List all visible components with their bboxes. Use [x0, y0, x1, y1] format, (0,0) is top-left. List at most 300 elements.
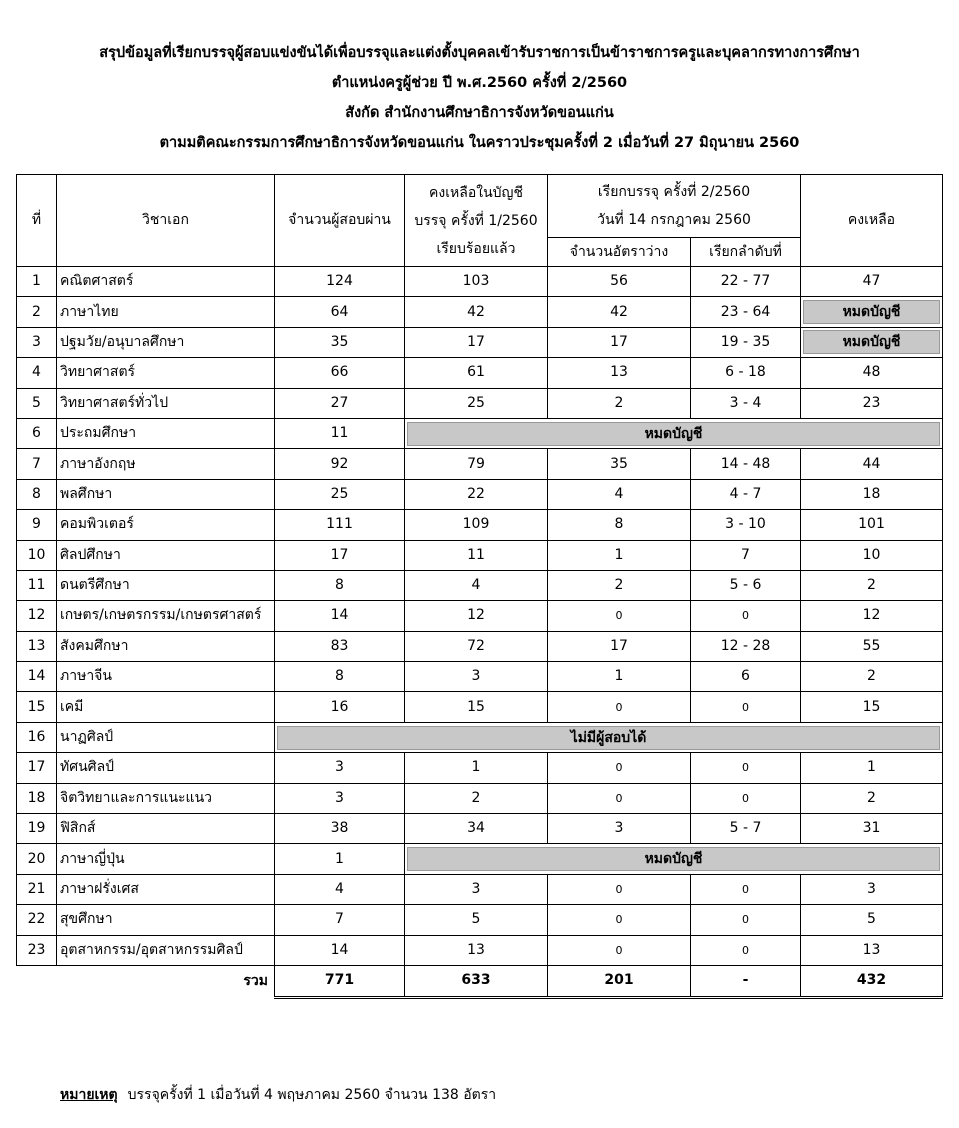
cell-vacancies: [548, 814, 691, 844]
cell-value: 7: [335, 911, 344, 928]
cell-passed: [275, 753, 405, 783]
cell-value: 1: [32, 273, 41, 290]
header-call-line-2: วันที่ 14 กรกฎาคม 2560: [597, 212, 751, 228]
cell-value: 103: [462, 273, 490, 290]
cell-value: 25: [467, 394, 485, 411]
cell-order: [691, 358, 801, 388]
cell-value: 12: [862, 607, 881, 624]
cell-remaining: [405, 601, 548, 631]
cell-left: [801, 267, 943, 297]
cell-value: 8: [614, 516, 624, 533]
cell-value: ภาษาฝรั่งเศส: [60, 881, 139, 897]
header-passed: จำนวนผู้สอบผ่าน: [275, 175, 405, 267]
cell-merged-status: [405, 844, 943, 874]
table-row: [17, 722, 943, 752]
table-row: [17, 388, 943, 418]
cell-value: 11: [27, 577, 46, 594]
cell-left: [801, 297, 943, 327]
cell-passed: [275, 692, 405, 722]
cell-left: [801, 358, 943, 388]
table-row: [17, 540, 943, 570]
cell-value: 9: [32, 516, 41, 533]
cell-value: 0: [615, 761, 623, 775]
cell-subject: [57, 601, 275, 631]
cell-left: [801, 570, 943, 600]
cell-left: [801, 874, 943, 904]
table-row: [17, 935, 943, 965]
cell-value: 3: [335, 759, 344, 776]
cell-vacancies: [548, 510, 691, 540]
cell-value: 3: [32, 333, 41, 350]
cell-value: ประถมศึกษา: [60, 425, 137, 442]
cell-value: วิทยาศาสตร์ทั่วไป: [60, 394, 169, 411]
cell-subject: [57, 814, 275, 844]
table-row: [17, 510, 943, 540]
cell-value: 35: [610, 455, 628, 472]
cell-value: คอมพิวเตอร์: [60, 516, 134, 533]
cell-passed: [275, 297, 405, 327]
header-call-line-1: เรียกบรรจุ ครั้งที่ 2/2560: [597, 184, 751, 200]
cell-subject: [57, 783, 275, 813]
cell-value: 47: [862, 273, 881, 290]
cell-order: [691, 570, 801, 600]
header-subject: วิชาเอก: [57, 175, 275, 267]
cell-no: [17, 722, 57, 752]
cell-value: พลศึกษา: [60, 485, 113, 502]
cell-remaining: [405, 783, 548, 813]
cell-value: 79: [467, 455, 485, 472]
cell-value: 2: [867, 668, 876, 685]
cell-passed: [275, 905, 405, 935]
cell-vacancies: [548, 783, 691, 813]
cell-value: 64: [330, 303, 349, 320]
cell-subject: [57, 540, 275, 570]
table-row: [17, 297, 943, 327]
cell-value: ภาษาอังกฤษ: [60, 455, 136, 472]
header-remaining-in-list: [405, 175, 548, 267]
document-title: [0, 38, 959, 158]
cell-value: เคมี: [60, 698, 84, 715]
total-passed: 771: [275, 965, 405, 997]
cell-value: 92: [330, 455, 349, 472]
cell-no: [17, 662, 57, 692]
cell-value: สุขศึกษา: [60, 911, 113, 928]
cell-value: 4: [32, 364, 41, 381]
cell-value: 22: [27, 911, 46, 928]
cell-value: 17: [27, 759, 46, 776]
cell-value: 4: [614, 485, 624, 502]
cell-value: 4: [471, 577, 481, 594]
cell-value: 8: [32, 485, 41, 502]
title-line-3: สังกัด สำนักงานศึกษาธิการจังหวัดขอนแก่น: [345, 105, 614, 121]
cell-left: [801, 662, 943, 692]
cell-passed: [275, 540, 405, 570]
cell-remaining: [405, 297, 548, 327]
cell-remaining: [405, 814, 548, 844]
cell-remaining: [405, 631, 548, 661]
cell-value: ปฐมวัย/อนุบาลศึกษา: [60, 333, 185, 350]
table-row: [17, 570, 943, 600]
status-badge: ไม่มีผู้สอบได้: [277, 726, 940, 750]
cell-passed: [275, 570, 405, 600]
cell-vacancies: [548, 449, 691, 479]
cell-order: [691, 662, 801, 692]
cell-order: [691, 631, 801, 661]
cell-subject: [57, 844, 275, 874]
cell-value: 12: [27, 607, 46, 624]
cell-subject: [57, 631, 275, 661]
cell-value: วิทยาศาสตร์: [60, 364, 136, 381]
cell-value: 10: [27, 546, 46, 563]
cell-subject: [57, 722, 275, 752]
cell-value: 38: [330, 820, 349, 837]
cell-value: 17: [330, 546, 349, 563]
cell-left: [801, 601, 943, 631]
cell-no: [17, 874, 57, 904]
cell-order: [691, 297, 801, 327]
header-remaining-line-1: คงเหลือในบัญชี: [429, 184, 523, 201]
cell-value: 66: [330, 364, 349, 381]
cell-value: สังคมศึกษา: [60, 637, 129, 654]
cell-no: [17, 844, 57, 874]
cell-vacancies: [548, 905, 691, 935]
cell-value: 11: [330, 425, 349, 442]
cell-value: ภาษาญี่ปุ่น: [60, 850, 125, 867]
cell-vacancies: [548, 662, 691, 692]
cell-value: 72: [467, 637, 485, 654]
cell-no: [17, 358, 57, 388]
cell-no: [17, 783, 57, 813]
cell-remaining: [405, 327, 548, 357]
cell-vacancies: [548, 935, 691, 965]
cell-vacancies: [548, 267, 691, 297]
cell-remaining: [405, 935, 548, 965]
cell-vacancies: [548, 874, 691, 904]
cell-value: 14: [27, 668, 46, 685]
cell-value: 19: [27, 820, 46, 837]
cell-subject: [57, 388, 275, 418]
total-remaining: 633: [405, 965, 548, 997]
cell-remaining: [405, 540, 548, 570]
header-remaining-line-2: บรรจุ ครั้งที่ 1/2560: [414, 212, 538, 229]
cell-value: 3 - 4: [729, 394, 762, 411]
cell-vacancies: [548, 297, 691, 327]
table-row: [17, 479, 943, 509]
cell-no: [17, 540, 57, 570]
cell-value: 8: [335, 668, 344, 685]
status-badge: หมดบัญชี: [407, 422, 940, 446]
cell-no: [17, 327, 57, 357]
cell-value: 3: [867, 881, 876, 897]
cell-left: [801, 692, 943, 722]
table-row: [17, 631, 943, 661]
cell-order: [691, 935, 801, 965]
table-body: [17, 267, 943, 966]
cell-passed: [275, 418, 405, 448]
cell-order: [691, 327, 801, 357]
cell-value: 3: [614, 820, 624, 837]
cell-subject: [57, 662, 275, 692]
table-row: [17, 692, 943, 722]
table-row: [17, 844, 943, 874]
cell-value: ภาษาจีน: [60, 668, 112, 685]
cell-value: 13: [862, 941, 881, 958]
cell-value: 15: [27, 698, 46, 715]
cell-value: 2: [867, 577, 876, 594]
cell-no: [17, 935, 57, 965]
cell-value: 34: [467, 820, 485, 837]
cell-value: 11: [467, 546, 485, 563]
title-line-4: ตามมติคณะกรรมการศึกษาธิการจังหวัดขอนแก่น ในคราวประชุมครั้งที่ 2 เมื่อวันที่ 27 มิถุนายน 2560: [159, 135, 800, 151]
status-badge: หมดบัญชี: [803, 300, 940, 324]
cell-value: 5: [867, 911, 876, 928]
cell-value: ศิลปศึกษา: [60, 546, 121, 563]
table-row: [17, 905, 943, 935]
cell-merged-status: [275, 722, 943, 752]
table-row: [17, 601, 943, 631]
cell-subject: [57, 358, 275, 388]
cell-value: 12: [467, 607, 485, 624]
cell-order: [691, 267, 801, 297]
cell-order: [691, 905, 801, 935]
cell-value: 48: [862, 364, 881, 381]
cell-value: 18: [862, 485, 881, 502]
cell-left: [801, 510, 943, 540]
cell-value: ทัศนศิลป์: [60, 759, 115, 776]
cell-remaining: [405, 570, 548, 600]
cell-value: 0: [742, 700, 749, 714]
cell-subject: [57, 327, 275, 357]
cell-passed: [275, 388, 405, 418]
cell-order: [691, 783, 801, 813]
cell-value: 2: [471, 789, 481, 806]
cell-remaining: [405, 692, 548, 722]
cell-value: 7: [741, 546, 750, 563]
cell-vacancies: [548, 631, 691, 661]
cell-subject: [57, 874, 275, 904]
cell-vacancies: [548, 601, 691, 631]
cell-subject: [57, 753, 275, 783]
cell-value: 25: [330, 485, 349, 502]
footnote-label: หมายเหตุ: [60, 1087, 118, 1103]
cell-value: 0: [742, 761, 749, 775]
cell-value: 3 - 10: [725, 516, 766, 533]
cell-no: [17, 388, 57, 418]
cell-value: 0: [615, 609, 623, 623]
total-row: [17, 965, 943, 997]
cell-no: [17, 601, 57, 631]
cell-left: [801, 905, 943, 935]
cell-value: 23: [27, 941, 46, 958]
cell-value: 0: [615, 700, 623, 714]
cell-value: 17: [610, 333, 628, 350]
cell-vacancies: [548, 388, 691, 418]
header-vacancies: จำนวนอัตราว่าง: [548, 238, 691, 267]
footnote: [60, 1084, 496, 1106]
cell-value: 5 - 6: [729, 577, 762, 594]
cell-passed: [275, 267, 405, 297]
header-call-round-2: [548, 175, 801, 238]
table-row: [17, 267, 943, 297]
cell-left: [801, 327, 943, 357]
cell-passed: [275, 510, 405, 540]
cell-left: [801, 783, 943, 813]
cell-vacancies: [548, 570, 691, 600]
cell-value: 83: [330, 637, 349, 654]
cell-value: 17: [610, 637, 628, 654]
cell-no: [17, 479, 57, 509]
cell-vacancies: [548, 358, 691, 388]
table-row: [17, 662, 943, 692]
cell-remaining: [405, 449, 548, 479]
status-badge: หมดบัญชี: [407, 847, 940, 871]
cell-value: 1: [471, 759, 481, 776]
cell-remaining: [405, 874, 548, 904]
summary-table: [16, 174, 943, 999]
cell-value: 1: [614, 546, 624, 563]
cell-subject: [57, 267, 275, 297]
cell-value: นาฏศิลป์: [60, 729, 114, 746]
cell-passed: [275, 479, 405, 509]
cell-left: [801, 631, 943, 661]
header-order: เรียกลำดับที่: [691, 238, 801, 267]
cell-order: [691, 540, 801, 570]
cell-value: 7: [32, 455, 41, 472]
cell-value: 0: [615, 943, 623, 957]
table-row: [17, 418, 943, 448]
cell-merged-status: [405, 418, 943, 448]
cell-value: 0: [742, 913, 749, 927]
total-left: 432: [801, 965, 943, 997]
cell-subject: [57, 479, 275, 509]
cell-left: [801, 479, 943, 509]
cell-vacancies: [548, 692, 691, 722]
cell-order: [691, 449, 801, 479]
cell-value: 56: [610, 273, 628, 290]
cell-order: [691, 479, 801, 509]
cell-subject: [57, 935, 275, 965]
cell-passed: [275, 601, 405, 631]
cell-value: 22 - 77: [720, 273, 771, 290]
cell-left: [801, 753, 943, 783]
cell-value: 101: [858, 516, 885, 533]
cell-passed: [275, 783, 405, 813]
cell-subject: [57, 418, 275, 448]
cell-value: 1: [335, 850, 344, 867]
cell-value: 2: [32, 303, 41, 320]
cell-no: [17, 692, 57, 722]
cell-vacancies: [548, 540, 691, 570]
cell-passed: [275, 449, 405, 479]
cell-value: 22: [467, 485, 485, 502]
cell-value: 18: [27, 789, 46, 806]
cell-vacancies: [548, 327, 691, 357]
cell-value: 3: [471, 881, 481, 897]
cell-value: 13: [610, 364, 628, 381]
cell-order: [691, 601, 801, 631]
cell-remaining: [405, 510, 548, 540]
cell-value: 0: [615, 913, 623, 927]
cell-subject: [57, 692, 275, 722]
cell-value: 109: [462, 516, 490, 533]
cell-value: 13: [27, 637, 46, 654]
cell-value: 12 - 28: [720, 637, 771, 654]
cell-left: [801, 814, 943, 844]
cell-value: 6 - 18: [725, 364, 766, 381]
cell-order: [691, 388, 801, 418]
cell-vacancies: [548, 753, 691, 783]
table-row: [17, 814, 943, 844]
cell-left: [801, 449, 943, 479]
cell-value: 23 - 64: [720, 303, 771, 320]
cell-value: 0: [615, 883, 623, 896]
table-row: [17, 358, 943, 388]
cell-remaining: [405, 479, 548, 509]
cell-value: 0: [742, 883, 749, 896]
cell-value: 14: [330, 941, 349, 958]
cell-no: [17, 297, 57, 327]
cell-passed: [275, 935, 405, 965]
cell-no: [17, 905, 57, 935]
cell-value: 4: [335, 881, 344, 897]
header-left: คงเหลือ: [801, 175, 943, 267]
cell-value: 2: [867, 789, 876, 806]
cell-order: [691, 753, 801, 783]
cell-no: [17, 510, 57, 540]
cell-value: 0: [742, 943, 749, 957]
cell-value: 6: [741, 668, 750, 685]
cell-left: [801, 540, 943, 570]
cell-value: 44: [862, 455, 881, 472]
cell-no: [17, 814, 57, 844]
cell-value: 111: [326, 516, 353, 533]
table-row: [17, 874, 943, 904]
table-row: [17, 753, 943, 783]
cell-subject: [57, 905, 275, 935]
cell-value: 21: [27, 881, 46, 897]
cell-passed: [275, 327, 405, 357]
cell-passed: [275, 844, 405, 874]
status-badge: หมดบัญชี: [803, 330, 940, 354]
cell-value: 0: [615, 791, 623, 805]
cell-value: 16: [330, 698, 349, 715]
cell-value: 13: [467, 941, 485, 958]
title-line-2: ตำแหน่งครูผู้ช่วย ปี พ.ศ.2560 ครั้งที่ 2/2560: [331, 75, 628, 91]
cell-value: 55: [862, 637, 881, 654]
cell-value: 61: [467, 364, 485, 381]
cell-value: 15: [467, 698, 485, 715]
cell-value: 1: [867, 759, 876, 776]
total-order: -: [691, 965, 801, 997]
cell-subject: [57, 510, 275, 540]
cell-value: ดนตรีศึกษา: [60, 577, 130, 594]
cell-value: อุตสาหกรรม/อุตสาหกรรมศิลป์: [60, 941, 243, 958]
cell-value: คณิตศาสตร์: [60, 273, 134, 290]
title-line-1: สรุปข้อมูลที่เรียกบรรจุผู้สอบแข่งขันได้เพื่อบรรจุและแต่งตั้งบุคคลเข้ารับราชการเป็นข้าราชการครูและบุคลากรทางการศึกษา: [99, 45, 860, 61]
table-row: [17, 783, 943, 813]
cell-value: ภาษาไทย: [60, 303, 119, 320]
cell-no: [17, 631, 57, 661]
cell-order: [691, 874, 801, 904]
cell-value: 3: [335, 789, 344, 806]
header-no: ที่: [17, 175, 57, 267]
cell-value: จิตวิทยาและการแนะแนว: [60, 789, 212, 806]
cell-value: 23: [862, 394, 881, 411]
cell-value: 2: [614, 577, 624, 594]
cell-value: 4 - 7: [729, 485, 762, 502]
cell-no: [17, 753, 57, 783]
cell-value: 3: [471, 668, 481, 685]
